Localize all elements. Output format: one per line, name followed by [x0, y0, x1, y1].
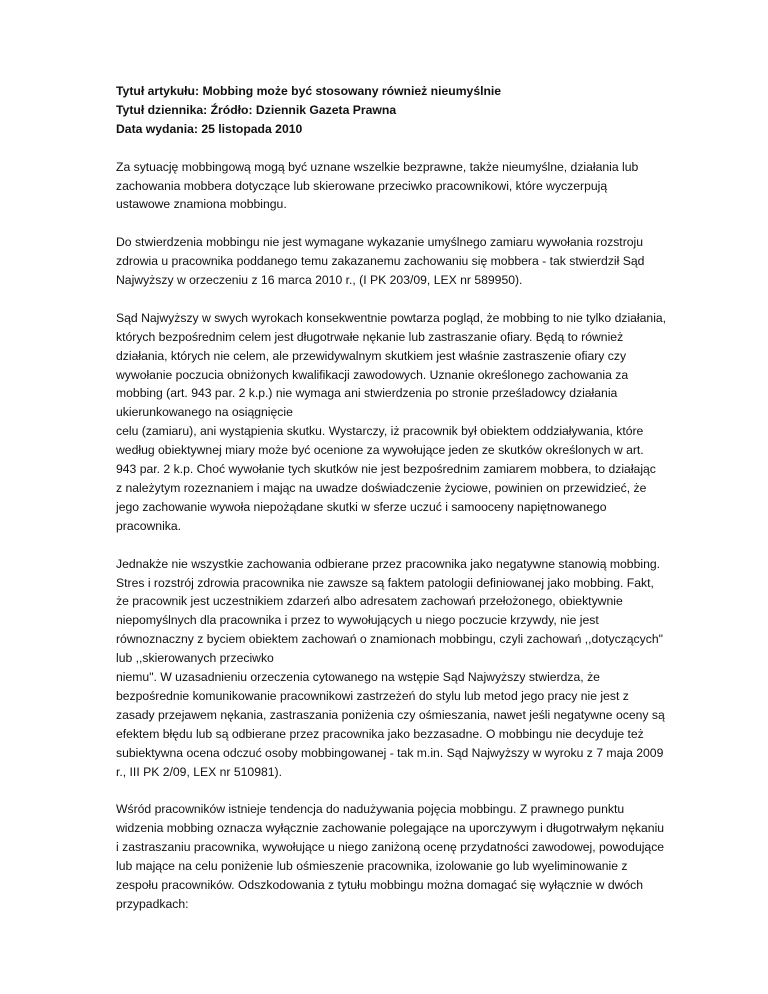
- paragraph-line: celu (zamiaru), ani wystąpienia skutku. Wystarczy, iż pracownik był obiektem oddziaływania, które: [116, 424, 644, 439]
- paragraph-line: 943 par. 2 k.p. Choć wywołanie tych skutków nie jest bezpośrednim zamiarem mobbera, to działając: [116, 462, 656, 477]
- paragraph-line: niemu". W uzasadnieniu orzeczenia cytowanego na wstępie Sąd Najwyższy stwierdza, że: [116, 670, 600, 685]
- paragraph-line: ukierunkowanego na osiągnięcie: [116, 405, 293, 420]
- paragraph-line: bezpośrednie komunikowanie pracownikowi zastrzeżeń do stylu lub metod jego pracy nie jest z: [116, 688, 629, 703]
- article-body: [116, 158, 668, 914]
- paragraph-line: zdrowia u pracownika poddanego temu zakazanemu zachowaniu się mobbera - tak stwierdził Sąd: [116, 254, 645, 269]
- paragraph-line: i zastraszaniu pracownika, wywołujące u niego zaniżoną ocenę przydatności zawodowej, powodujące: [116, 840, 665, 855]
- paragraph-line: przypadkach:: [116, 896, 189, 911]
- paragraph-line: Sąd Najwyższy w swych wyrokach konsekwentnie powtarza pogląd, że mobbing to nie tylko działania,: [116, 310, 667, 325]
- paragraph-line: widzenia mobbing oznacza wyłącznie zachowanie polegające na uporczywym i długotrwałym nękaniu: [116, 821, 665, 836]
- paragraph-line: r., III PK 2/09, LEX nr 510981).: [116, 764, 282, 779]
- document-page: [116, 82, 668, 933]
- paragraph: [116, 800, 668, 913]
- paragraph-line: lub ,,skierowanych przeciwko: [116, 651, 274, 666]
- paragraph: [116, 309, 668, 536]
- paragraph-line: Za sytuację mobbingową mogą być uznane wszelkie bezprawne, także nieumyślne, działania lub: [116, 159, 639, 174]
- paragraph-line: że pracownik jest uczestnikiem zdarzeń albo adresatem zachowań przełożonego, obiektywnie: [116, 594, 623, 609]
- paragraph-line: subiektywna ocena odczuć osoby mobbingowanej - tak m.in. Sąd Najwyższy w wyroku z 7 maja 2009: [116, 745, 664, 760]
- paragraph-line: jego zachowanie wywoła niepożądane skutki w sferze uczuć i samooceny napiętnowanego: [116, 499, 607, 514]
- paragraph: [116, 233, 668, 290]
- paragraph-line: zasady przejawem nękania, zastraszania poniżenia czy ośmieszania, nawet jeśli negatywne oceny są: [116, 707, 665, 722]
- paragraph-line: których bezpośrednim celem jest długotrwałe nękanie lub zastraszanie ofiary. Będą to również: [116, 329, 624, 344]
- paragraph: [116, 158, 668, 215]
- publish-date: Data wydania: 25 listopada 2010: [116, 121, 303, 136]
- paragraph-line: z należytym rozeznaniem i mając na uwadze doświadczenie życiowe, powinien on przewidzieć, że: [116, 480, 647, 495]
- paragraph-line: Najwyższy w orzeczeniu z 16 marca 2010 r., (I PK 203/09, LEX nr 589950).: [116, 273, 523, 288]
- paragraph-line: mobbing (art. 943 par. 2 k.p.) nie wymaga ani stwierdzenia po stronie prześladowcy działania: [116, 386, 618, 401]
- paragraph-line: Do stwierdzenia mobbingu nie jest wymagane wykazanie umyślnego zamiaru wywołania rozstroju: [116, 235, 644, 250]
- paragraph-line: Wśród pracowników istnieje tendencja do nadużywania pojęcia mobbingu. Z prawnego punktu: [116, 802, 625, 817]
- paragraph-line: zespołu pracowników. Odszkodowania z tytułu mobbingu można domagać się wyłącznie w dwóch: [116, 877, 644, 892]
- paragraph-line: według obiektywnej miary może być ocenione za wywołujące jeden ze skutków określonych w art.: [116, 443, 644, 458]
- paragraph-line: pracownika.: [116, 518, 182, 533]
- paragraph-line: równoznaczny z byciem obiektem zachowań o znamionach mobbingu, czyli zachowań ,,dotyczących": [116, 632, 663, 647]
- article-metadata: [116, 82, 668, 139]
- paragraph-line: efektem błędu lub są odbierane przez pracownika jako bezzasadne. O mobbingu nie decyduje też: [116, 726, 644, 741]
- paragraph-line: wywołanie poczucia obniżonych kwalifikacji zawodowych. Uznanie określonego zachowania za: [116, 367, 629, 382]
- paragraph-line: lub mające na celu poniżenie lub ośmieszenie pracownika, izolowanie go lub wyeliminowanie z: [116, 859, 628, 874]
- paragraph-line: Jednakże nie wszystkie zachowania odbierane przez pracownika jako negatywne stanowią mobbing.: [116, 556, 661, 571]
- paragraph-line: działania, których nie celem, ale przewidywalnym skutkiem jest właśnie zastraszenie ofiary czy: [116, 348, 627, 363]
- paragraph-line: ustawowe znamiona mobbingu.: [116, 197, 287, 212]
- paragraph-line: niepomyślnych dla pracownika i przez to wywołujących u niego poczucie krzywdy, nie jest: [116, 613, 599, 628]
- article-title: Tytuł artykułu: Mobbing może być stosowany również nieumyślnie: [116, 84, 502, 98]
- paragraph: [116, 555, 668, 782]
- journal-title: Tytuł dziennika: Źródło: Dziennik Gazeta Prawna: [116, 102, 397, 117]
- paragraph-line: zachowania mobbera dotyczące lub skierowane przeciwko pracownikowi, które wyczerpują: [116, 178, 608, 193]
- paragraph-line: Stres i rozstrój zdrowia pracownika nie zawsze są faktem patologii definiowanej jako mobbing. Fakt,: [116, 575, 654, 590]
